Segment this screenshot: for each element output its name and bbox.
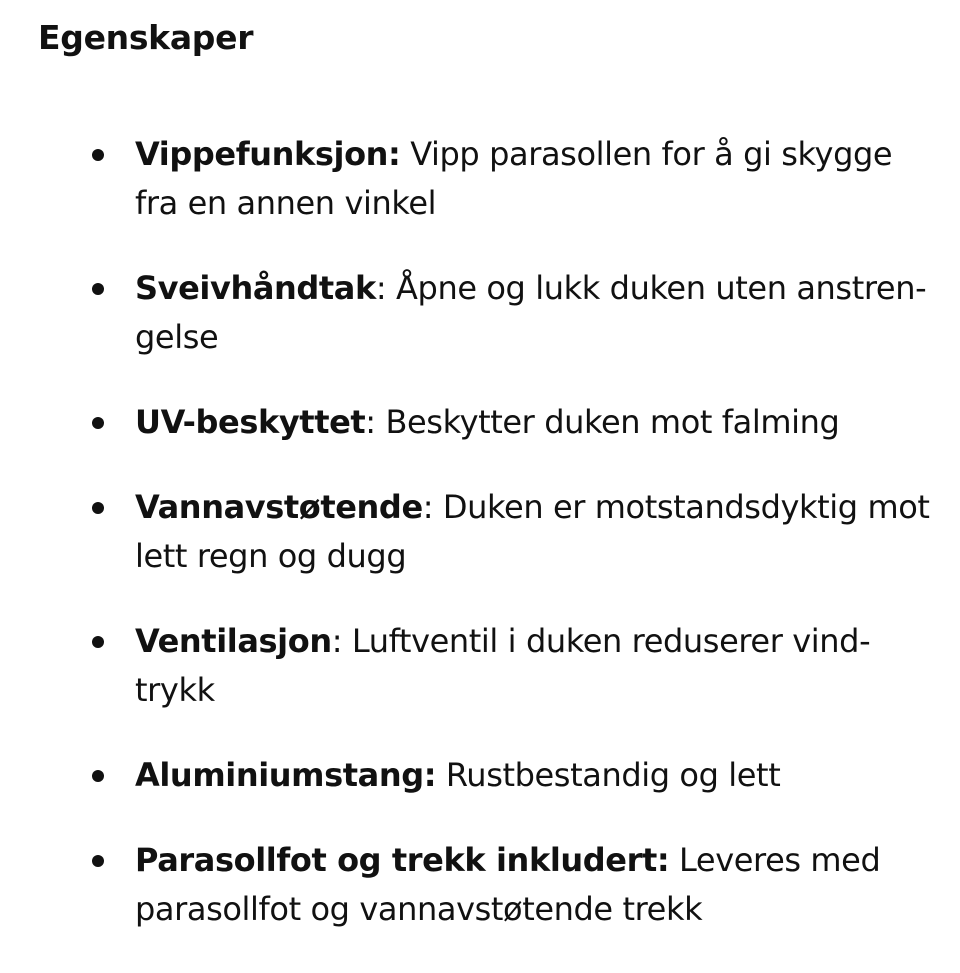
feature-description: Åpne og lukk duken uten anstrengelse [135, 269, 927, 356]
bullet-icon [92, 283, 104, 295]
bullet-icon [92, 636, 104, 648]
feature-description: Duken er motstandsdyktig mot lett regn og dugg [135, 488, 930, 575]
page-title: Egenskaper [38, 18, 254, 57]
feature-description: Luftventil i duken reduserer vindtrykk [135, 622, 871, 709]
list-item-crank [0, 264, 960, 362]
feature-name: Vippefunksjon: [135, 135, 401, 173]
feature-description: Beskytter duken mot falming [375, 403, 840, 441]
bullet-icon [92, 417, 104, 429]
list-item-included [0, 836, 960, 934]
feature-list [0, 130, 960, 934]
bullet-icon [92, 770, 104, 782]
list-item-tilt [0, 130, 960, 228]
feature-description: Vipp parasollen for å gi skygge fra en annen vinkel [135, 135, 893, 222]
list-item-uv [0, 398, 960, 447]
list-item-ventilation [0, 617, 960, 715]
list-item-water [0, 483, 960, 581]
list-item-pole [0, 751, 960, 800]
feature-name: Ventilasjon [135, 622, 332, 660]
bullet-icon [92, 149, 104, 161]
feature-name: Aluminiumstang: [135, 756, 437, 794]
bullet-icon [92, 855, 104, 867]
feature-separator: : [375, 269, 387, 307]
feature-name: UV-beskyttet [135, 403, 366, 441]
feature-separator: : [365, 403, 376, 441]
feature-name: Vannavstøtende [135, 488, 423, 526]
feature-separator: : [331, 622, 343, 660]
feature-description: Rustbestandig og lett [436, 756, 781, 794]
feature-separator: : [422, 488, 434, 526]
feature-name: Sveivhåndtak [135, 269, 376, 307]
feature-name: Parasollfot og trekk inkludert: [135, 841, 670, 879]
bullet-icon [92, 502, 104, 514]
feature-description: Leveres med parasollfot og vannavstøtende trekk [135, 841, 881, 928]
